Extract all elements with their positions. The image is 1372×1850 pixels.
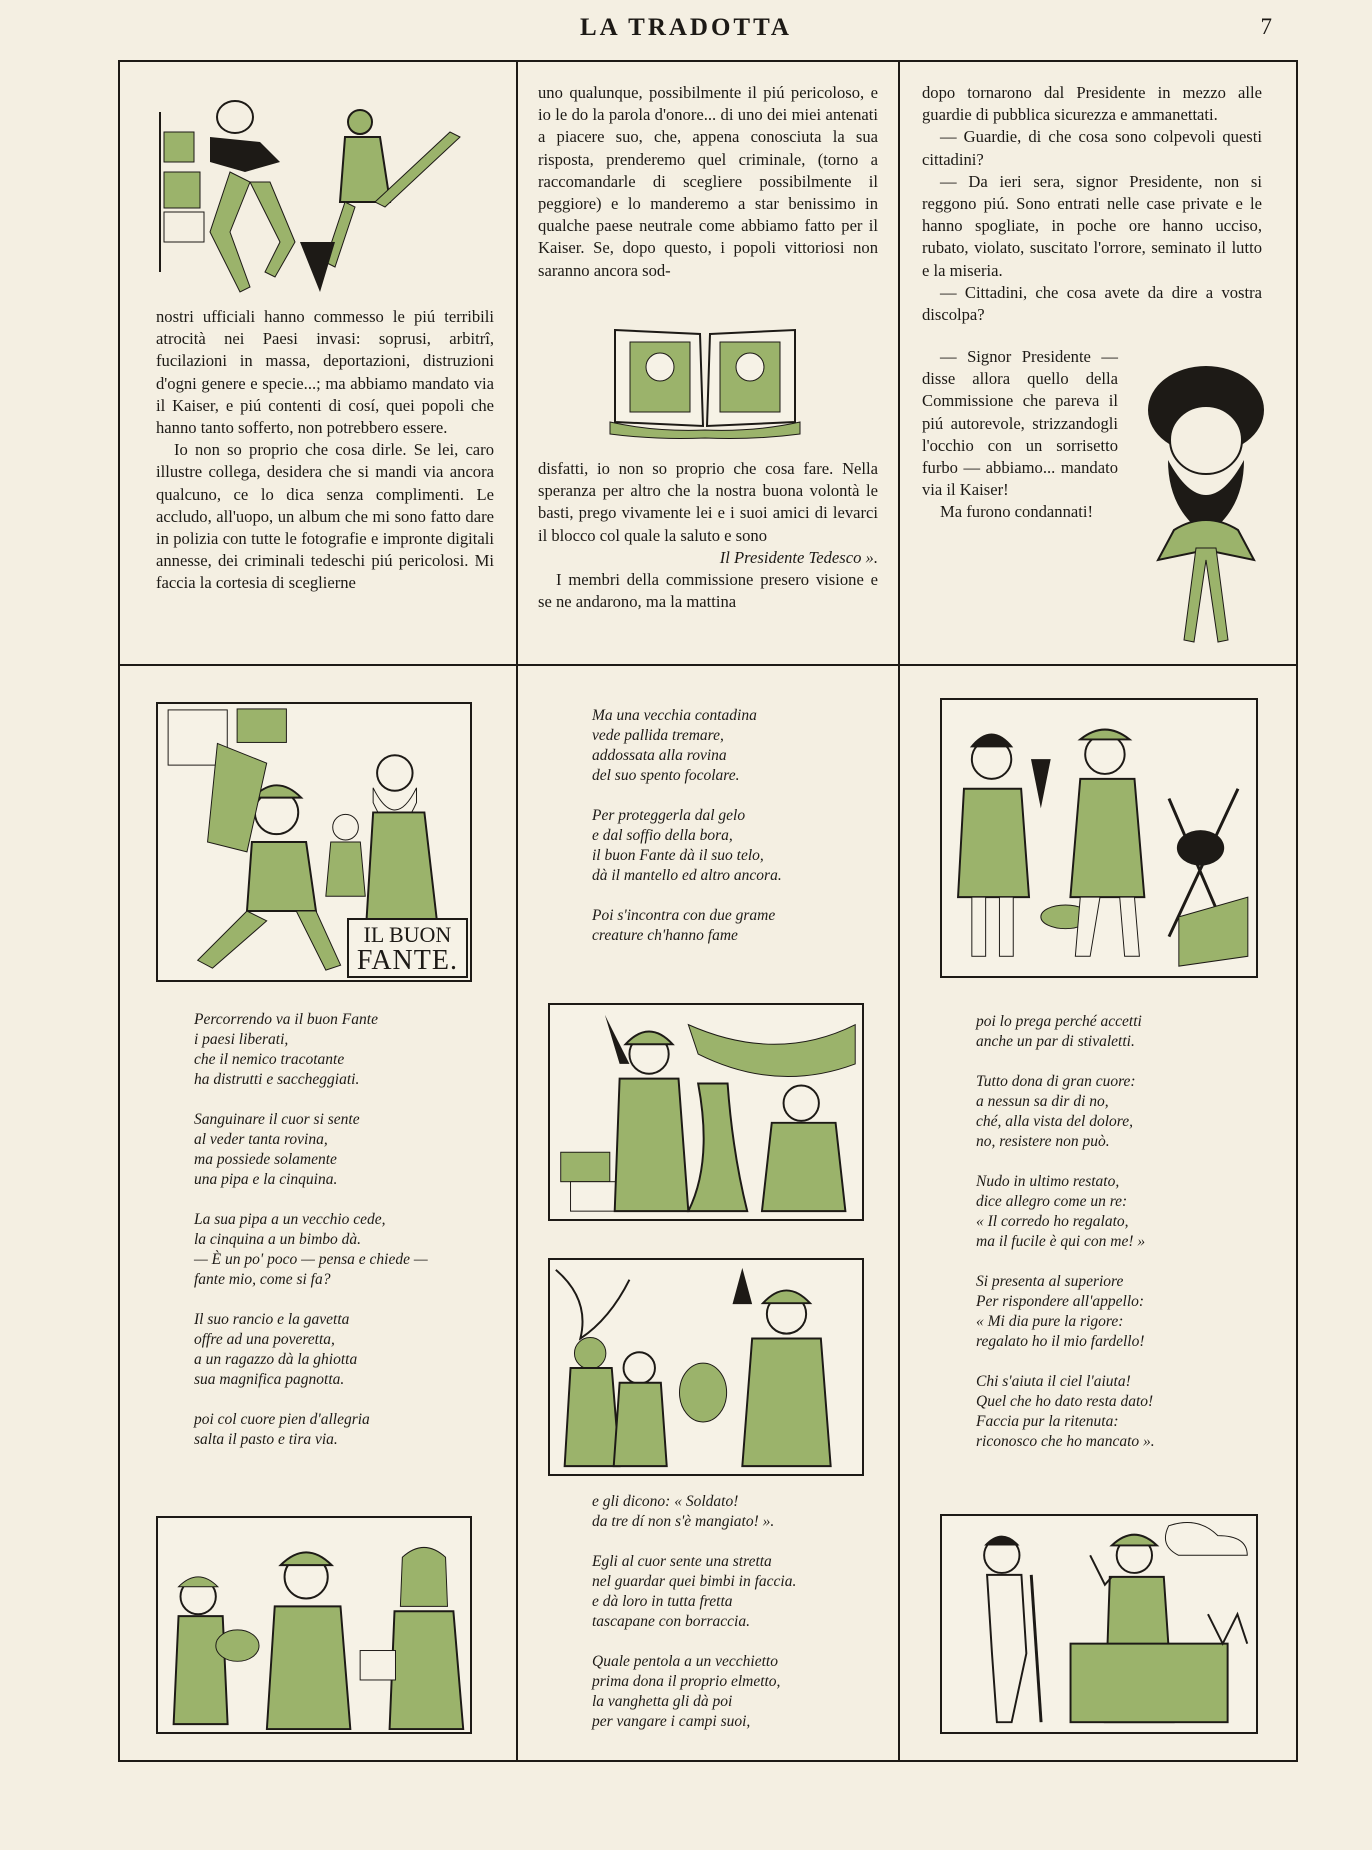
il-buon-fante-panel bbox=[156, 702, 472, 982]
divider-bottom-1 bbox=[516, 664, 518, 1761]
poem-stanza bbox=[592, 706, 892, 786]
verse-line: ha distrutti e saccheggiati. bbox=[194, 1071, 360, 1088]
verse-line: Chi s'aiuta il ciel l'aiuta! bbox=[976, 1373, 1131, 1390]
verse-line: salta il pasto e tira via. bbox=[194, 1431, 338, 1448]
verse-line: al veder tanta rovina, bbox=[194, 1131, 328, 1148]
article-col3-p1: dopo tornarono dal Presidente in mezzo alle guardie di pubblica sicurezza e ammanettati. bbox=[922, 83, 1262, 125]
verse-line: dice allegro come un re: bbox=[976, 1193, 1128, 1210]
poem-stanza bbox=[592, 1652, 892, 1732]
verse-line: una pipa e la cinquina. bbox=[194, 1171, 338, 1188]
divider-top-2 bbox=[898, 61, 900, 665]
verse-line: da tre dí non s'è mangiato! ». bbox=[592, 1513, 775, 1530]
verse-line: Egli al cuor sente una stretta bbox=[592, 1553, 772, 1570]
soldier-gives-boots-panel bbox=[940, 698, 1258, 978]
verse-line: anche un par di stivaletti. bbox=[976, 1033, 1135, 1050]
poem-stanza bbox=[976, 1372, 1286, 1452]
soldier-gives-cloak-panel bbox=[548, 1003, 864, 1221]
article-col3-p5: — Signor Presidente — disse allora quello della Commissione che pareva il piú autorevole, strizzandogli l'occhio con un sorrisetto furbo — abbiamo... mandato via il Kaiser! bbox=[922, 347, 1118, 500]
verse-line: ma possiede solamente bbox=[194, 1151, 337, 1168]
article-col3-p2: — Guardie, di che cosa sono colpevoli questi cittadini? bbox=[922, 127, 1262, 169]
verse-line: e dal soffio della bora, bbox=[592, 827, 733, 844]
verse-line: Quale pentola a un vecchietto bbox=[592, 1653, 778, 1670]
verse-line: « Mi dia pure la rigore: bbox=[976, 1313, 1124, 1330]
divider-horizontal bbox=[119, 664, 1297, 666]
divider-top-1 bbox=[516, 61, 518, 665]
poem-stanza bbox=[194, 1110, 494, 1190]
verse-line: Faccia pur la ritenuta: bbox=[976, 1413, 1119, 1430]
verse-line: ché, alla vista del dolore, bbox=[976, 1113, 1133, 1130]
verse-line: vede pallida tremare, bbox=[592, 727, 724, 744]
article-col2-p2: disfatti, io non so proprio che cosa fare. Nella speranza per altro che la nostra buona volontà le basti, prego vivamente lei e i suoi amici di levarci il blocco col quale la saluto e sono bbox=[538, 459, 878, 545]
verse-line: tascapane con borraccia. bbox=[592, 1613, 750, 1630]
page-number: 7 bbox=[1260, 14, 1272, 39]
verse-line: a nessun sa dir di no, bbox=[976, 1093, 1109, 1110]
article-col1 bbox=[156, 306, 494, 595]
poem-left-column bbox=[194, 1010, 494, 1470]
soldier-gives-canteen-panel bbox=[548, 1258, 864, 1476]
verse-line: riconosco che ho mancato ». bbox=[976, 1433, 1155, 1450]
poem-stanza bbox=[976, 1072, 1286, 1152]
poem-stanza bbox=[194, 1310, 494, 1390]
verse-line: Nudo in ultimo restato, bbox=[976, 1173, 1120, 1190]
verse-line: La sua pipa a un vecchio cede, bbox=[194, 1211, 386, 1228]
caption-line2: FANTE. bbox=[356, 945, 458, 976]
poem-stanza bbox=[976, 1272, 1286, 1352]
article-col3-a bbox=[922, 82, 1262, 326]
verse-line: Tutto dona di gran cuore: bbox=[976, 1073, 1136, 1090]
soldier-reports-panel bbox=[940, 1514, 1258, 1734]
verse-line: creature ch'hanno fame bbox=[592, 927, 738, 944]
poem-right-column bbox=[976, 1012, 1286, 1472]
caption-line1: IL BUON bbox=[363, 922, 452, 947]
article-col2-a bbox=[538, 82, 878, 282]
verse-line: a un ragazzo dà la ghiotta bbox=[194, 1351, 358, 1368]
verse-line: sua magnifica pagnotta. bbox=[194, 1371, 345, 1388]
poem-stanza bbox=[592, 1552, 892, 1632]
verse-line: offre ad una poveretta, bbox=[194, 1331, 335, 1348]
article-col3-p3: — Da ieri sera, signor Presidente, non si reggono piú. Sono entrati nelle case private e le hanno spogliate, in poche ore hanno ucciso, rubato, violato, suscitato l'orrore, seminato il lutto e la miseria. bbox=[922, 171, 1262, 280]
verse-line: Per rispondere all'appello: bbox=[976, 1293, 1145, 1310]
poem-stanza bbox=[592, 1492, 892, 1532]
verse-line: Ma una vecchia contadina bbox=[592, 707, 757, 724]
masthead-title: LA TRADOTTA bbox=[580, 14, 792, 41]
divider-bottom-2 bbox=[898, 664, 900, 1761]
article-col2-b bbox=[538, 458, 878, 613]
verse-line: Poi s'incontra con due grame bbox=[592, 907, 776, 924]
article-col3-p6: Ma furono condannati! bbox=[940, 502, 1093, 522]
poem-stanza bbox=[592, 906, 892, 946]
verse-line: Quel che ho dato resta dato! bbox=[976, 1393, 1154, 1410]
verse-line: che il nemico tracotante bbox=[194, 1051, 345, 1068]
verse-line: il buon Fante dà il suo telo, bbox=[592, 847, 764, 864]
bearded-man-illustration bbox=[1134, 360, 1280, 644]
poem-stanza bbox=[194, 1210, 494, 1290]
article-col1-p1: nostri ufficiali hanno commesso le piú terribili atrocità nei Paesi invasi: soprusi, arbitrî, fucilazioni in massa, deportazioni, distruzioni d'ogni genere e specie...; ma abbiamo mandato via il Kaiser, e piú contenti di cosí, quei popoli che hanno tanto sofferto, non potrebbero essere. bbox=[156, 307, 494, 438]
poem-stanza bbox=[194, 1010, 494, 1090]
poem-stanza bbox=[976, 1012, 1286, 1052]
article-col3-b bbox=[922, 346, 1118, 524]
verse-line: e gli dicono: « Soldato! bbox=[592, 1493, 739, 1510]
poem-middle-top bbox=[592, 706, 892, 966]
article-col2-signature: Il Presidente Tedesco ». bbox=[719, 547, 878, 567]
verse-line: poi col cuore pien d'allegria bbox=[194, 1411, 370, 1428]
article-col2-p1: uno qualunque, possibilmente il piú pericoloso, e io le do la parola d'onore... di uno dei miei antenati a piacere suo, che, appena conosciuta la sua risposta, prenderemo quel criminale, (torno a raccomandarle di scegliere possibilmente il peggiore) e lo manderemo a star benissimo in qualche paese neutrale come abbiamo fatto per il Kaiser. Se, dopo questo, i popoli vittoriosi non saranno ancora sod- bbox=[538, 83, 878, 280]
verse-line: « Il corredo ho regalato, bbox=[976, 1213, 1129, 1230]
article-col3-p4: — Cittadini, che cosa avete da dire a vostra discolpa? bbox=[922, 282, 1262, 325]
verse-line: no, resistere non può. bbox=[976, 1133, 1110, 1150]
verse-line: dà il mantello ed altro ancora. bbox=[592, 867, 782, 884]
verse-line: poi lo prega perché accetti bbox=[976, 1013, 1142, 1030]
verse-line: Il suo rancio e la gavetta bbox=[194, 1311, 350, 1328]
verse-line: Sanguinare il cuor si sente bbox=[194, 1111, 360, 1128]
verse-line: addossata alla rovina bbox=[592, 747, 727, 764]
verse-line: i paesi liberati, bbox=[194, 1031, 289, 1048]
poem-stanza bbox=[194, 1410, 494, 1450]
article-col1-p2: Io non so proprio che cosa dirle. Se lei, caro illustre collega, desidera che si mandi via ancora qualcuno, ce lo dica senza complimenti. Le accludo, all'uopo, un album che mi sono fatto dare in polizia con tutte le fotografie e impronte digitali annesse, dei criminali tedeschi piú pericolosi. Mi faccia la cortesia di sceglierne bbox=[156, 440, 494, 593]
verse-line: del suo spento focolare. bbox=[592, 767, 740, 784]
verse-line: regalato ho il mio fardello! bbox=[976, 1333, 1145, 1350]
verse-line: e dà loro in tutta fretta bbox=[592, 1593, 733, 1610]
verse-line: Si presenta al superiore bbox=[976, 1273, 1124, 1290]
soldier-gives-bread-panel bbox=[156, 1516, 472, 1734]
poem-stanza bbox=[976, 1172, 1286, 1252]
verse-line: la vanghetta gli dà poi bbox=[592, 1693, 733, 1710]
verse-line: prima dona il proprio elmetto, bbox=[592, 1673, 781, 1690]
album-illustration bbox=[605, 322, 805, 440]
verse-line: — È un po' poco — pensa e chiede — bbox=[194, 1251, 428, 1268]
panel-caption bbox=[347, 918, 468, 978]
article-col2-p3: I membri della commissione presero visione e se ne andarono, ma la mattina bbox=[538, 570, 878, 612]
verse-line: fante mio, come si fa? bbox=[194, 1271, 331, 1288]
poem-stanza bbox=[592, 806, 892, 886]
verse-line: ma il fucile è qui con me! » bbox=[976, 1233, 1146, 1250]
kaiser-kick-illustration bbox=[150, 92, 490, 302]
verse-line: Percorrendo va il buon Fante bbox=[194, 1011, 378, 1028]
verse-line: Per proteggerla dal gelo bbox=[592, 807, 746, 824]
verse-line: per vangare i campi suoi, bbox=[592, 1713, 751, 1730]
verse-line: la cinquina a un bimbo dà. bbox=[194, 1231, 362, 1248]
poem-middle-bottom bbox=[592, 1492, 892, 1752]
verse-line: nel guardar quei bimbi in faccia. bbox=[592, 1573, 797, 1590]
